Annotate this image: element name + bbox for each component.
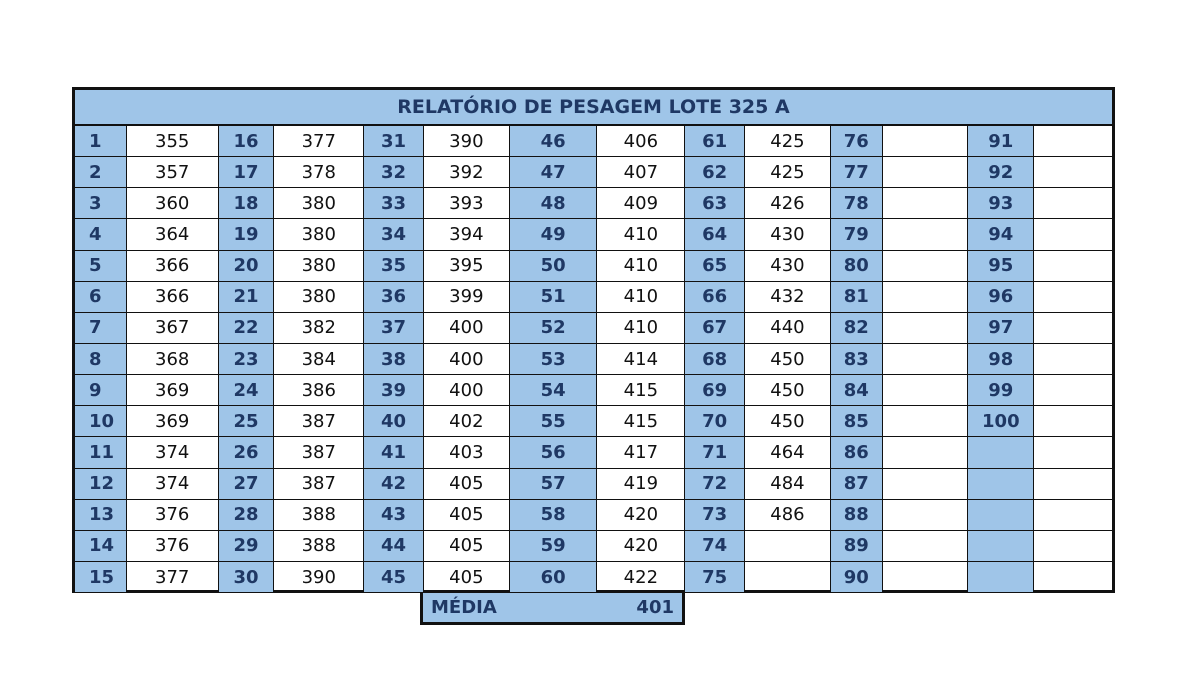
weight-cell: 367 [127,313,218,344]
number-column [219,126,275,592]
number-column [510,126,598,592]
weight-cell [883,126,968,157]
animal-number-cell: 61 [685,126,744,157]
weight-column [274,126,364,592]
weight-cell: 395 [424,251,509,282]
animal-number-cell: 88 [831,500,882,531]
weight-cell: 410 [597,282,684,313]
animal-number-cell: 69 [685,375,744,406]
weight-cell [1034,219,1112,250]
animal-number-cell: 97 [968,313,1033,344]
weight-cell: 405 [449,566,484,588]
animal-number-cell: 17 [219,157,274,188]
animal-number-cell: 78 [831,188,882,219]
animal-number-cell: 7 [75,313,126,344]
animal-number-cell: 6 [75,282,126,313]
weight-cell [883,437,968,468]
weight-cell: 390 [301,566,336,588]
weight-cell [883,188,968,219]
weight-cell [883,282,968,313]
weight-cell: 360 [127,188,218,219]
animal-number-cell: 80 [831,251,882,282]
weight-cell: 430 [745,251,830,282]
weight-cell: 484 [745,469,830,500]
animal-number-cell: 1 [75,126,126,157]
weight-cell: 417 [597,437,684,468]
animal-number-cell: 56 [510,437,597,468]
weight-cell [1034,375,1112,406]
weight-cell: 377 [274,126,363,157]
animal-number-cell: 10 [75,406,126,437]
report-grid [75,126,1112,592]
weight-cell: 486 [745,500,830,531]
animal-number-cell: 29 [219,531,274,562]
weight-cell: 386 [274,375,363,406]
weight-cell [1034,531,1112,562]
weight-cell: 400 [424,344,509,375]
animal-number-cell: 42 [364,469,423,500]
weight-cell: 430 [745,219,830,250]
animal-number-cell: 95 [968,251,1033,282]
weight-cell: 374 [127,437,218,468]
weight-column [127,126,219,592]
animal-number-cell: 99 [968,375,1033,406]
weight-cell: 450 [745,406,830,437]
weight-cell: 376 [127,531,218,562]
weight-cell [883,344,968,375]
animal-number-cell: 16 [219,126,274,157]
weight-cell: 394 [424,219,509,250]
weight-cell: 400 [424,375,509,406]
animal-number-cell: 73 [685,500,744,531]
animal-number-cell: 22 [219,313,274,344]
animal-number-cell: 31 [364,126,423,157]
weight-cell: 368 [127,344,218,375]
animal-number-cell: 64 [685,219,744,250]
animal-number-cell: 34 [364,219,423,250]
animal-number-cell: 84 [831,375,882,406]
weight-cell: 432 [745,282,830,313]
animal-number-cell: 37 [364,313,423,344]
weight-cell: 380 [274,251,363,282]
animal-number-cell: 79 [831,219,882,250]
animal-number-cell: 68 [685,344,744,375]
weight-cell: 410 [597,251,684,282]
weight-cell [1034,500,1112,531]
animal-number-cell: 5 [75,251,126,282]
animal-number-cell: 77 [831,157,882,188]
animal-number-cell: 70 [685,406,744,437]
weight-cell: 377 [155,566,190,588]
weight-cell [883,219,968,250]
weight-cell: 366 [127,282,218,313]
weight-cell [883,251,968,282]
animal-number-cell: 92 [968,157,1033,188]
weight-cell: 422 [623,566,659,588]
weight-cell: 382 [274,313,363,344]
average-value: 401 [636,597,674,618]
animal-number-cell: 82 [831,313,882,344]
animal-number-cell: 14 [75,531,126,562]
animal-number-cell: 12 [75,469,126,500]
animal-number-cell: 93 [968,188,1033,219]
animal-number-cell: 13 [75,500,126,531]
animal-number-cell [968,562,1033,592]
weight-cell [883,531,968,562]
animal-number-cell: 47 [510,157,597,188]
weight-cell: 388 [274,500,363,531]
animal-number-cell: 28 [219,500,274,531]
animal-number-cell: 15 [75,562,126,592]
weight-cell [1034,344,1112,375]
weight-cell [1034,251,1112,282]
weight-column [424,126,510,592]
animal-number-cell: 24 [219,375,274,406]
weight-cell [1034,313,1112,344]
weight-cell [883,375,968,406]
weight-cell [1034,188,1112,219]
weight-cell: 409 [597,188,684,219]
animal-number-cell: 65 [685,251,744,282]
animal-number-cell: 94 [968,219,1033,250]
weighing-report-table [72,87,1115,593]
animal-number-cell: 90 [831,562,882,592]
weight-column [597,126,685,592]
animal-number-cell: 33 [364,188,423,219]
weight-cell: 415 [597,375,684,406]
weight-cell [883,500,968,531]
weight-cell: 410 [597,219,684,250]
weight-cell: 420 [597,531,684,562]
weight-cell [1034,562,1112,592]
weight-column [883,126,969,592]
animal-number-cell: 98 [968,344,1033,375]
animal-number-cell: 74 [685,531,744,562]
weight-cell: 366 [127,251,218,282]
weight-cell: 405 [424,469,509,500]
animal-number-cell: 19 [219,219,274,250]
animal-number-cell: 8 [75,344,126,375]
weight-cell: 357 [127,157,218,188]
weight-cell: 355 [127,126,218,157]
animal-number-cell [968,437,1033,468]
animal-number-cell [968,531,1033,562]
weight-cell: 425 [745,126,830,157]
animal-number-cell: 87 [831,469,882,500]
animal-number-cell: 51 [510,282,597,313]
weight-cell: 405 [424,531,509,562]
weight-cell [1034,437,1112,468]
weight-cell: 387 [274,406,363,437]
animal-number-cell: 46 [510,126,597,157]
weight-cell: 390 [424,126,509,157]
weight-cell: 399 [424,282,509,313]
weight-cell: 440 [745,313,830,344]
weight-cell [1034,406,1112,437]
animal-number-cell: 55 [510,406,597,437]
weight-cell: 369 [127,406,218,437]
animal-number-cell: 85 [831,406,882,437]
average-box [420,592,685,625]
animal-number-cell: 26 [219,437,274,468]
animal-number-cell: 91 [968,126,1033,157]
weight-cell: 402 [424,406,509,437]
weight-cell [883,469,968,500]
average-label: MÉDIA [431,597,497,618]
animal-number-cell: 75 [685,562,744,592]
weight-cell: 419 [597,469,684,500]
animal-number-cell: 60 [510,562,597,592]
animal-number-cell: 48 [510,188,597,219]
animal-number-cell: 35 [364,251,423,282]
report-title: RELATÓRIO DE PESAGEM LOTE 325 A [75,90,1112,126]
number-column [75,126,127,592]
number-column [831,126,883,592]
animal-number-cell: 50 [510,251,597,282]
animal-number-cell: 72 [685,469,744,500]
weight-cell: 369 [127,375,218,406]
weight-cell: 380 [274,219,363,250]
animal-number-cell: 53 [510,344,597,375]
weight-cell: 388 [274,531,363,562]
weight-cell: 374 [127,469,218,500]
animal-number-cell: 44 [364,531,423,562]
weight-cell: 393 [424,188,509,219]
animal-number-cell: 66 [685,282,744,313]
weight-cell [883,313,968,344]
animal-number-cell: 76 [831,126,882,157]
weight-cell: 400 [424,313,509,344]
animal-number-cell: 49 [510,219,597,250]
weight-cell: 425 [745,157,830,188]
weight-cell: 420 [597,500,684,531]
animal-number-cell: 67 [685,313,744,344]
animal-number-cell: 63 [685,188,744,219]
weight-cell [1034,282,1112,313]
weight-cell: 380 [274,282,363,313]
animal-number-cell: 45 [364,562,423,592]
animal-number-cell: 58 [510,500,597,531]
weight-cell [745,531,830,562]
weight-cell: 426 [745,188,830,219]
animal-number-cell: 27 [219,469,274,500]
animal-number-cell: 89 [831,531,882,562]
animal-number-cell: 36 [364,282,423,313]
weight-column [745,126,831,592]
weight-cell: 407 [597,157,684,188]
animal-number-cell: 41 [364,437,423,468]
animal-number-cell: 62 [685,157,744,188]
weight-cell: 387 [274,437,363,468]
weight-cell: 414 [597,344,684,375]
animal-number-cell: 40 [364,406,423,437]
weight-cell: 380 [274,188,363,219]
weight-cell [1034,126,1112,157]
animal-number-cell: 9 [75,375,126,406]
animal-number-cell: 83 [831,344,882,375]
animal-number-cell: 59 [510,531,597,562]
weight-cell [883,157,968,188]
animal-number-cell: 30 [219,562,274,592]
animal-number-cell: 4 [75,219,126,250]
weight-cell: 415 [597,406,684,437]
animal-number-cell: 21 [219,282,274,313]
weight-cell: 406 [597,126,684,157]
weight-cell: 410 [597,313,684,344]
animal-number-cell: 38 [364,344,423,375]
weight-cell: 376 [127,500,218,531]
animal-number-cell: 86 [831,437,882,468]
animal-number-cell: 100 [968,406,1033,437]
animal-number-cell [968,469,1033,500]
animal-number-cell: 11 [75,437,126,468]
animal-number-cell: 20 [219,251,274,282]
animal-number-cell: 18 [219,188,274,219]
number-column [968,126,1034,592]
animal-number-cell: 3 [75,188,126,219]
number-column [685,126,745,592]
weight-column [1034,126,1112,592]
animal-number-cell: 81 [831,282,882,313]
weight-cell [883,406,968,437]
animal-number-cell: 96 [968,282,1033,313]
animal-number-cell: 2 [75,157,126,188]
weight-cell: 450 [745,375,830,406]
weight-cell: 378 [274,157,363,188]
weight-cell: 364 [127,219,218,250]
weight-cell [1034,157,1112,188]
number-column [364,126,424,592]
animal-number-cell: 23 [219,344,274,375]
animal-number-cell: 25 [219,406,274,437]
animal-number-cell: 54 [510,375,597,406]
animal-number-cell: 32 [364,157,423,188]
weight-cell: 392 [424,157,509,188]
weight-cell [745,562,830,592]
animal-number-cell: 71 [685,437,744,468]
weight-cell: 403 [424,437,509,468]
weight-cell: 464 [745,437,830,468]
animal-number-cell: 43 [364,500,423,531]
animal-number-cell [968,500,1033,531]
weight-cell: 450 [745,344,830,375]
weight-cell: 384 [274,344,363,375]
animal-number-cell: 39 [364,375,423,406]
animal-number-cell: 52 [510,313,597,344]
weight-cell: 405 [424,500,509,531]
weight-cell [883,562,968,592]
animal-number-cell: 57 [510,469,597,500]
weight-cell: 387 [274,469,363,500]
weight-cell [1034,469,1112,500]
